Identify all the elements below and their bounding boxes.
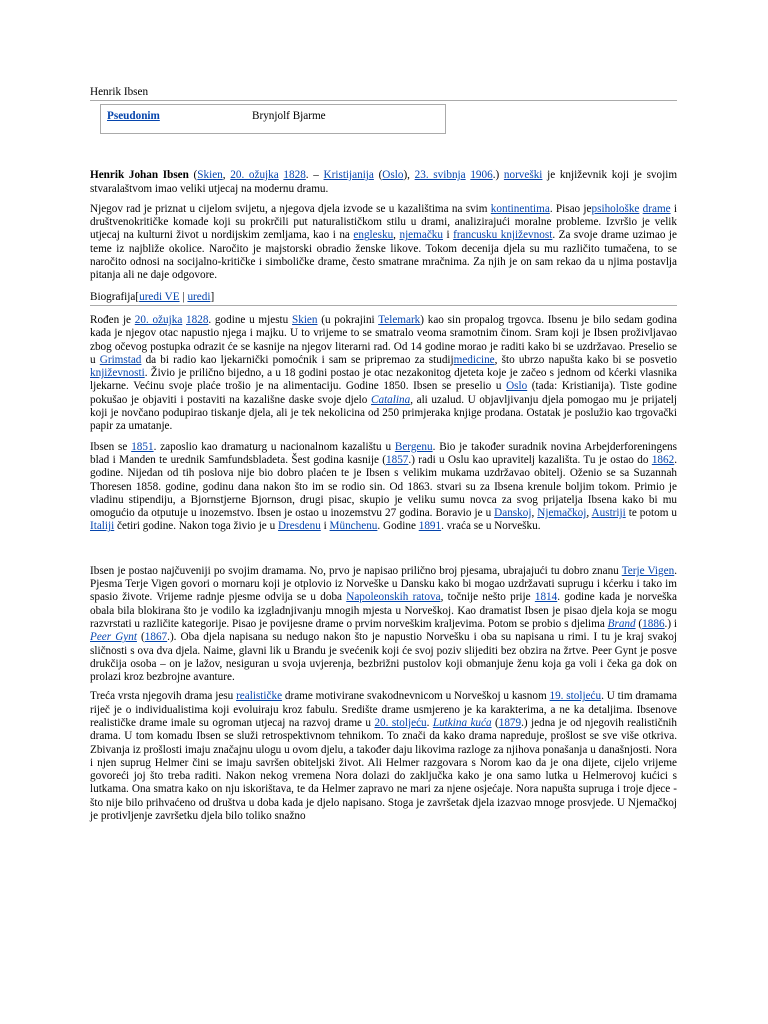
infobox-value: Brynjolf Bjarme [252, 110, 326, 123]
inline-link[interactable]: Münchenu [329, 520, 378, 533]
text-run: .) jedna je od njegovih realističnih drama. U tom komadu Ibsen se služi retrospektivnom tehnikom. To znači da kako drama napreduje, prošlost se sve više otkriva. Zbivanja iz prošlosti imaju značajnu ulogu u ovom djelu, a također daju likovima razloge za njihova ponašanja u današnjosti. Nora i njen suprug Helmer čini se imaju savršen obiteljski život. Ali Helmer razgovara s Norom kao da je ona dijete, cijelo vrijeme govoreći joj što treba raditi. Nakon nekog vremena Nora dolazi do zaključka kako je ona samo lutka u Helmerovoj kućici s lutkama. Ona smatra kako on nju iskorištava, te da Helmer zapravo ne mari za njene osjećaje. Nora napušta supruga i troje djece - što nije bilo prihvaćeno od društva u doba kada je djelo napisano. Stoga je završetak djela izazvao mnoge prosvjede. U Njemačkoj je protivljenje završetku djela bilo toliko snažno [90, 716, 677, 823]
text-run: , točnije nešto prije [440, 591, 535, 604]
text-run: ) kao sin propalog trgovca. Ibsenu je bilo sedam godina kada je njegov otac napustio njega i majku. U to vrijeme to se smatralo veoma sramotnim činom. Sram koji je Ibsen proživljavao zbog očevog postupka odrazit će se kasnije na njegov literarni rad. Od 14 godine morao je raditi kako bi se uzdržavao. Preselio se u [90, 313, 678, 366]
section-heading: Biografija[uredi VE | uredi] [90, 291, 677, 306]
inline-link[interactable]: 1814 [534, 591, 558, 604]
text-run: . Godine [377, 520, 419, 533]
text-run: . Živio je prilično bijedno, a u 18 godini postao je otac nezakonitog djeteta koje je začeo s jednom od kćerki vlasnika ljekarne. Većinu svoje plaće trošio je na alimentaciju. Godine 1850. Ibsen se preselio u [90, 367, 677, 393]
text-run: te potom u [625, 507, 677, 520]
text-run: . Bio je također suradnik novina Arbejderforeningens blad i Manden te urednik Samfundsbladeta. Šest godina kasnije ( [90, 440, 677, 466]
inline-link[interactable]: 1891 [418, 520, 442, 533]
text-run: .) i [664, 617, 677, 630]
article [90, 86, 677, 823]
inline-link[interactable]: njemačku [399, 229, 443, 242]
text-run: , [586, 507, 592, 520]
text-run: ), [403, 169, 415, 182]
inline-link[interactable]: Dresdenu [277, 520, 321, 533]
inline-link[interactable]: Danskoj [494, 507, 532, 520]
inline-link[interactable]: medicine [453, 353, 495, 366]
inline-link[interactable]: 23. svibnja [414, 169, 466, 182]
text-run: i društvenokritičke komade koji su prokrčili put naturalističkom stilu u drami, analizirajući moralne probleme. Izvršio je velik utjecaj na kulturni život u nordijskim zemljama, kao i na [90, 202, 678, 242]
text-run: . vraća se u Norvešku. [441, 520, 541, 533]
biography-paragraph-1 [90, 314, 677, 434]
text-run: i [442, 229, 454, 242]
text-run: ( [635, 617, 643, 630]
text-run: . godine. Nijedan od tih poslova nije bio dobro plaćen te je Ibsen s velikim mukama uzdržavao obitelj. Oženio se sa Suzannah Thoresen 1858. godine, godinu dana nakon što im se rodio sin. Od 1863. stvari su za Ibsena krenule boljim tokom. Primio je vladinu stipendiju, a Bjornstjerne Bjornson, drugi pisac, skupio je veliku sumu novca za svog prijatelja Ibsena kako bi mu omogućio da otputuje u inozemstvo. Ibsen je ostao u inozemstvu 27 godina. Boravio je u [90, 453, 677, 520]
text-run: . Za svoje drame uzimao je teme iz najbliže okolice. Naročito je majstorski obradio ženske likove. Tokom decenija djela su mu različito tumačena, to se naročito odnosi na socijalno-kritičke i simboličke drame, često smatrane mračnima. Za njih je on sam rekao da u njima postavlja pitanja ali ne daje odgovore. [90, 229, 677, 282]
inline-link[interactable]: Bergenu [394, 440, 433, 453]
inline-link[interactable]: realističke [236, 690, 283, 703]
text-run: . Pjesma Terje Vigen govori o mornaru koji je otplovio iz Norveške u Dansku kako bi mogao uzdržavati suprugu i kćerku i tako im spasio živote. Vrijeme radnje pjesme odvija se u doba [90, 564, 677, 604]
text-run: četiri godine. Nakon toga živio je u [114, 520, 278, 533]
text-run: ( [491, 716, 499, 729]
inline-link[interactable]: Austriji [591, 507, 626, 520]
inline-link[interactable]: književnosti [90, 367, 145, 380]
text-run: . zaposlio kao dramaturg u nacionalnom kazalištu u [153, 440, 395, 453]
inline-link[interactable]: Terje Vigen [621, 564, 675, 577]
inline-link[interactable]: drame [642, 202, 671, 215]
inline-link[interactable]: Kristijanija [323, 169, 374, 182]
text-run: .) [492, 169, 504, 182]
text-run: da bi radio kao ljekarnički pomoćnik i sam se pripremao za studij [141, 353, 454, 366]
text-run: (tada: Kristianija). Tiste godine pokušao je objaviti i postaviti na kazališne daske svoje djelo [90, 380, 678, 406]
text-run: .) radi u Oslu kao upravitelj kazališta. Tu je ostao do [408, 453, 652, 466]
inline-link[interactable]: Lutkina kuća [432, 716, 492, 729]
inline-link[interactable]: 1857 [386, 453, 409, 466]
inline-link[interactable]: 19. stoljeću [549, 690, 602, 703]
inline-link[interactable]: 1828 [186, 313, 209, 326]
text-run: . godine u mjestu [208, 313, 292, 326]
intro-paragraph [90, 169, 677, 196]
text-run: Ibsen se [90, 440, 132, 453]
article-title: Henrik Ibsen [90, 86, 677, 101]
inline-link[interactable]: Brand [607, 617, 636, 630]
text-run: , ali uzalud. U objavljivanju djela pomogao mu je prijatelj koji je novčano podupirao tiskanje djela, ali je tek nekolicina od 250 primjeraka knjige prodana. Ostatak je poslužio kao trgovački papir za umatanje. [90, 393, 678, 433]
edit-link[interactable]: uredi [187, 290, 211, 303]
text-run: Treća vrsta njegovih drama jesu [90, 690, 237, 703]
inline-link[interactable]: Oslo [382, 169, 404, 182]
infobox-label-link[interactable]: Pseudonim [107, 110, 160, 123]
inline-link[interactable]: 1851 [131, 440, 154, 453]
inline-link[interactable]: Catalina [371, 393, 411, 406]
summary-paragraph [90, 203, 677, 283]
inline-link[interactable]: 20. ožujka [134, 313, 183, 326]
biography-paragraph-3 [90, 565, 677, 685]
biography-paragraph-4 [90, 690, 677, 823]
text-run: . U tim dramama riječ je o individualistima koji evoluiraju kroz fabulu. Središte drame usmjereno je ka karakterima, a ne ka detaljima. Ibsenove realističke drame imale su ogroman utjecaj na razvoj drame u [90, 690, 677, 729]
inline-link[interactable]: psihološke [591, 202, 640, 215]
inline-link[interactable]: Peer Gynt [90, 631, 137, 644]
text-run: . [426, 716, 433, 729]
text-run: i [320, 520, 330, 533]
inline-link[interactable]: norveški [503, 169, 543, 182]
text-run: . – [305, 169, 324, 182]
text-run: , što ubrzo napušta kako bi se posvetio [494, 353, 677, 366]
edit-separator: | [182, 290, 185, 303]
text-run: je književnik koji je svojim stvaralaštvom imao veliki utjecaj na modernu dramu. [90, 169, 678, 195]
inline-link[interactable]: Skien [197, 169, 223, 182]
text-run: (u pokrajini [317, 313, 379, 326]
inline-link[interactable]: kontinentima [490, 202, 550, 215]
inline-link[interactable]: Oslo [506, 380, 528, 393]
text-run: ( [136, 631, 145, 644]
inline-link[interactable]: Italiji [90, 520, 115, 533]
inline-link[interactable]: Telemark [378, 313, 421, 326]
text-run: , [222, 169, 231, 182]
text-run: .). Oba djela napisana su nedugo nakon što je napustio Norvešku i oba su napisana u rimi. I tu je kraj svakoj sličnosti s ova dva djela. Naime, glavni lik u Brandu je svećenik koji će svoj poziv slijediti bez obzira na žrtve. Peer Gynt je posve drukčija osoba – on je lažov, nesiguran u svoja uvjerenja, bezbrižni pustolov koji obmanjuje ženu koja ga voli i čeka ga dok on prolazi kroz bezbrojne avanture. [90, 631, 677, 684]
inline-link[interactable]: 1867 [144, 631, 168, 644]
inline-link[interactable]: 1862 [651, 453, 675, 466]
inline-link[interactable]: 1906 [470, 169, 493, 182]
inline-link[interactable]: Grimstad [99, 353, 142, 366]
inline-link[interactable]: 20. stoljeću [374, 716, 427, 729]
text-run: Ibsen je postao najčuveniji po svojim dramama. No, prvo je napisao prilično broj pjesama, ubrajajući tu dobro znanu [90, 564, 622, 577]
text-run: Njegov rad je priznat u cijelom svijetu, a njegova djela izvode se u kazalištima na svim [90, 202, 491, 215]
inline-link[interactable]: 1886 [642, 617, 665, 630]
inline-link[interactable]: Njemačkoj [537, 507, 587, 520]
text-run: , [393, 229, 400, 242]
text-run: drame motivirane svakodnevnicom u Norveškoj u kasnom [282, 690, 550, 703]
inline-link[interactable]: francusku književnost [453, 229, 553, 242]
text-run: , [531, 507, 538, 520]
text-run: . Pisao je [549, 202, 592, 215]
text-run: ( [188, 169, 198, 182]
inline-link[interactable]: Napoleonskih ratova [346, 591, 441, 604]
infobox [100, 104, 446, 134]
inline-link[interactable]: 1828 [283, 169, 306, 182]
inline-link[interactable]: Skien [292, 313, 318, 326]
text-run: ( [373, 169, 383, 182]
section-title: Biografija [90, 290, 136, 303]
text-run: . godine kada je norveška obala bila blokirana što je vodilo ka izgladnjivanju mnogih mjesta u Norveškoj. Kao dramatist Ibsen je pisao djela koja se mogu razvrstati u različite kategorije. Pisao je povijesne drame o prvim norveškim kraljevima. Potom se probio s djelima [90, 591, 677, 630]
biography-paragraph-2 [90, 441, 677, 534]
edit-ve-link[interactable]: uredi VE [139, 290, 180, 303]
inline-link[interactable]: englesku [353, 229, 394, 242]
text-run: Rođen je [90, 313, 135, 326]
inline-link[interactable]: 20. ožujka [230, 169, 279, 182]
inline-link[interactable]: 1879 [498, 716, 522, 729]
bold-text: Henrik Johan Ibsen [90, 169, 189, 182]
